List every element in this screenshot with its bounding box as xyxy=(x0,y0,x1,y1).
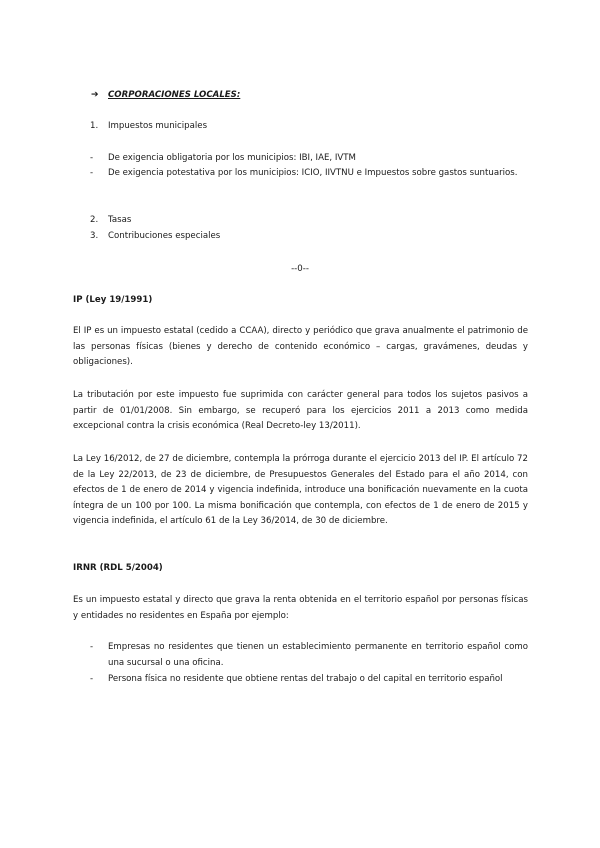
list-item-text: Impuestos municipales xyxy=(108,121,208,131)
arrow-icon: ➔ xyxy=(91,90,99,100)
ip-heading: IP (Ley 19/1991) xyxy=(73,295,153,305)
separator: --0-- xyxy=(291,264,309,274)
list-item-text: De exigencia potestativa por los municipios: ICIO, IIVTNU e Impuestos sobre gastos suntuarios. xyxy=(108,168,518,178)
list-dash: - xyxy=(90,168,94,178)
list-dash: - xyxy=(90,642,94,652)
list-dash: - xyxy=(90,674,94,684)
list-item-text: Empresas no residentes que tienen un establecimiento permanente en territorio español como una sucursal o una oficina. xyxy=(108,642,528,668)
list-item-text: Contribuciones especiales xyxy=(108,231,221,241)
list-number: 3. xyxy=(90,231,99,241)
section-title: CORPORACIONES LOCALES: xyxy=(108,90,241,100)
list-number: 2. xyxy=(90,215,99,225)
irnr-paragraph-1: Es un impuesto estatal y directo que grava la renta obtenida en el territorio español por personas físicas y entidades no residentes en España por ejemplo: xyxy=(73,595,528,621)
ip-paragraph-3: La Ley 16/2012, de 27 de diciembre, contempla la prórroga durante el ejercicio 2013 del IP. El artículo 72 de la Ley 22/2013, de 23 de diciembre, de Presupuestos Generales del Estado para el año 2014, con efectos de 1 de enero de 2014 y vigencia indefinida, introduce una bonificación nuevamente en la cuota íntegra de un 100 por 100. La misma bonificación que contempla, con efectos de 1 de enero de 2015 y vigencia indefinida, el artículo 61 de la Ley 36/2014, de 30 de diciembre. xyxy=(73,454,528,526)
ip-paragraph-2: La tributación por este impuesto fue suprimida con carácter general para todos los sujetos pasivos a partir de 01/01/2008. Sin embargo, se recuperó para los ejercicios 2011 a 2013 como medida excepcional contra la crisis económica (Real Decreto-ley 13/2011). xyxy=(73,390,528,431)
ip-paragraph-1: El IP es un impuesto estatal (cedido a CCAA), directo y periódico que grava anualmente el patrimonio de las personas físicas (bienes y derecho de contenido económico – cargas, gravámenes, deudas y obligaciones). xyxy=(73,326,528,367)
list-item-text: De exigencia obligatoria por los municipios: IBI, IAE, IVTM xyxy=(108,153,356,163)
irnr-heading: IRNR (RDL 5/2004) xyxy=(73,563,163,573)
list-number: 1. xyxy=(90,121,99,131)
list-item-text: Tasas xyxy=(108,215,132,225)
list-item-text: Persona física no residente que obtiene rentas del trabajo o del capital en territorio español xyxy=(108,674,503,684)
list-dash: - xyxy=(90,153,94,163)
